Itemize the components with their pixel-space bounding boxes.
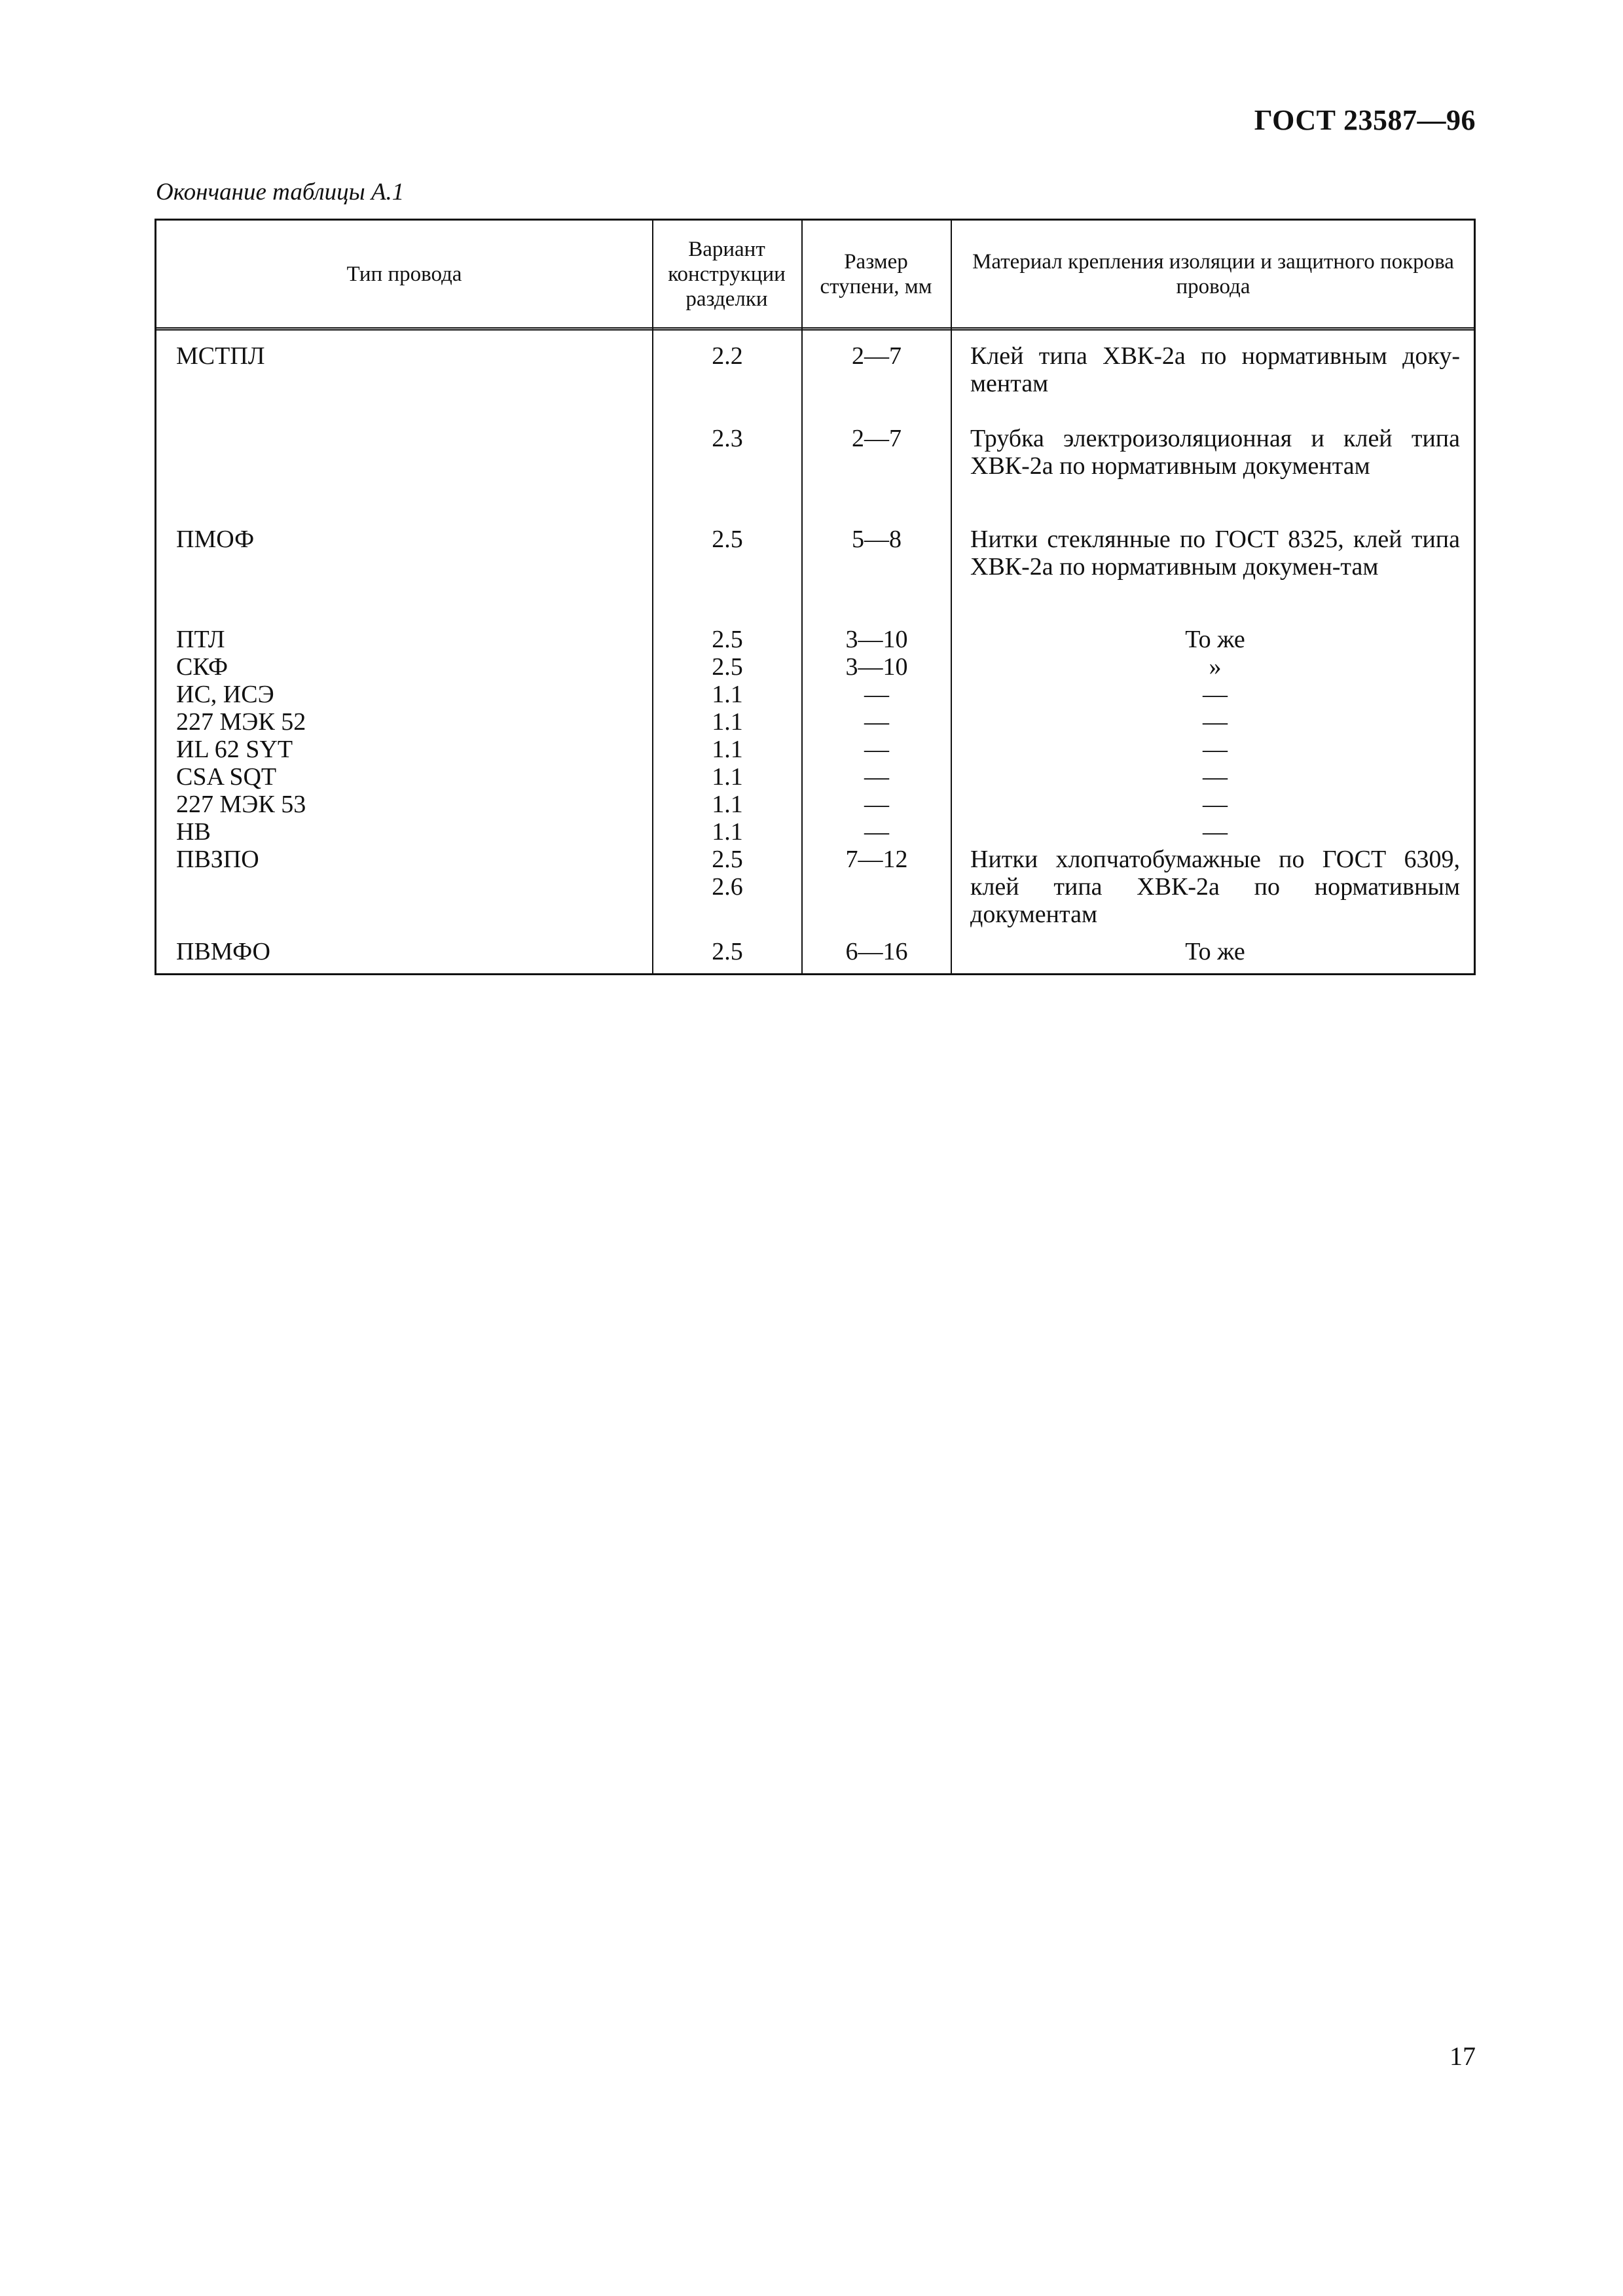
cell-step: 3—10 [845,653,908,681]
cell-material: — [1203,708,1228,736]
cell-variant: 2.2 [712,342,743,370]
column-header-material: Материал крепления изоляции и защитного покрова провода [972,249,1454,298]
cell-variant: 2.5 [712,938,743,965]
cell-step: 7—12 [845,846,908,873]
cell-variant: 2.5 [712,626,743,653]
cell-material: Трубка электроизоляционная и клей типа ХВК-2а по нормативным документам [970,425,1460,480]
cell-material: — [1203,681,1228,708]
cell-variant: 2.5 [712,846,743,873]
cell-variant: 1.1 [712,708,743,736]
cell-step: 2—7 [852,425,902,452]
cell-material: То же [1185,626,1245,653]
cell-material: То же [1185,938,1245,965]
cell-step: — [864,818,889,846]
cell-type: ПВМФО [176,938,271,965]
cell-variant: 1.1 [712,818,743,846]
document-code: ГОСТ 23587—96 [1254,104,1476,136]
header-divider [156,327,1474,331]
cell-step: 5—8 [852,526,902,553]
cell-step: — [864,681,889,708]
cell-type: ПТЛ [176,626,225,653]
cell-type: CSA SQT [176,763,277,791]
cell-type: ПМОФ [176,526,255,553]
cell-material: — [1203,818,1228,846]
cell-type: МСТПЛ [176,342,265,370]
cell-variant: 1.1 [712,791,743,818]
cell-step: — [864,763,889,791]
cell-type: ИL 62 SYT [176,736,293,763]
table-caption: Окончание таблицы А.1 [156,179,405,206]
data-table [155,219,1476,975]
cell-material: » [1209,653,1222,681]
cell-variant: 1.1 [712,681,743,708]
column-header-type: Тип провода [346,262,462,286]
cell-variant: 2.5 [712,653,743,681]
column-header-step: Размер ступени, мм [820,249,932,298]
cell-type: 227 МЭК 52 [176,708,306,736]
column-divider [951,221,952,973]
cell-step: — [864,791,889,818]
cell-variant: 2.3 [712,425,743,452]
cell-material: — [1203,791,1228,818]
column-header-variant: Вариант конструкции разделки [668,237,786,311]
cell-variant: 2.5 [712,526,743,553]
cell-material: Клей типа ХВК-2а по нормативным доку-ментам [970,342,1460,397]
cell-variant: 1.1 [712,736,743,763]
cell-type: ИС, ИСЭ [176,681,274,708]
cell-variant: 1.1 [712,763,743,791]
cell-material: — [1203,736,1228,763]
cell-material: Нитки стеклянные по ГОСТ 8325, клей типа ХВК-2а по нормативным докумен-там [970,526,1460,581]
cell-material: — [1203,763,1228,791]
cell-step: 3—10 [845,626,908,653]
cell-step: — [864,736,889,763]
cell-type: СКФ [176,653,228,681]
cell-step: 2—7 [852,342,902,370]
cell-material: Нитки хлопчатобумажные по ГОСТ 6309, клей типа ХВК-2а по нормативным документам [970,846,1460,928]
cell-variant: 2.6 [712,873,743,901]
cell-type: НВ [176,818,211,846]
cell-step: — [864,708,889,736]
cell-type: 227 МЭК 53 [176,791,306,818]
page-number: 17 [1450,2041,1476,2071]
cell-type: ПВЗПО [176,846,259,873]
cell-step: 6—16 [845,938,908,965]
